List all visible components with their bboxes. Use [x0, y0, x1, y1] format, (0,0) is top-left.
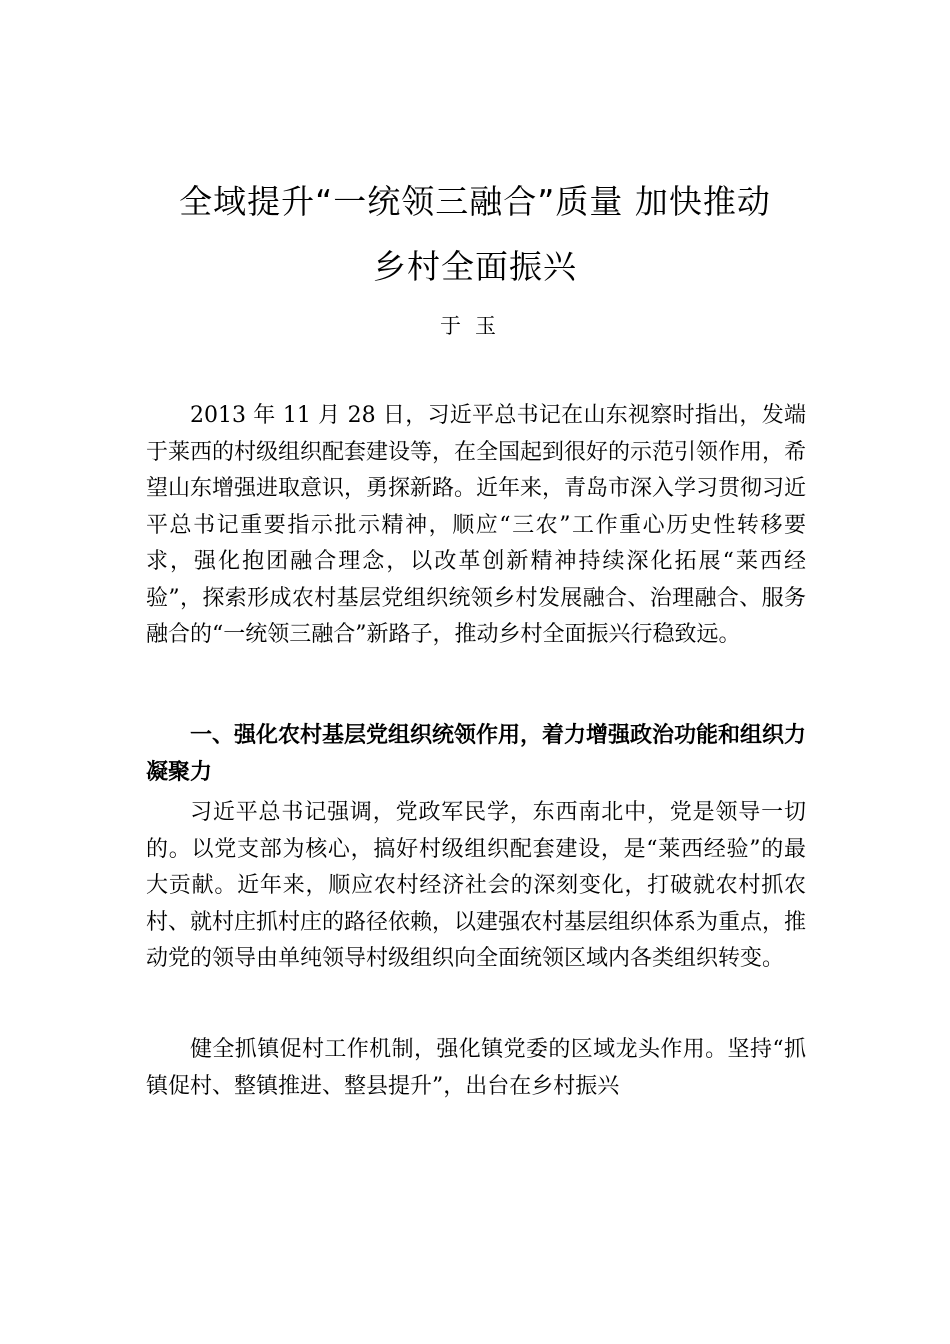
author-name: 于玉 [440, 314, 510, 338]
document-title-line-2: 乡村全面振兴 [373, 247, 577, 286]
section-heading-1: 一、强化农村基层党组织统领作用，着力增强政治功能和组织力凝聚力 [146, 723, 807, 785]
section1-paragraph-1: 习近平总书记强调，党政军民学，东西南北中，党是领导一切的。以党支部为核心，搞好村级组织配套建设，是“莱西经验”的最大贡献。近年来，顺应农村经济社会的深刻变化，打破就农村抓农村、就村庄抓村庄的路径依赖，以建强农村基层组织体系为重点，推动党的领导由单纯领导村级组织向全面统领区域内各类组织转变。 [146, 800, 807, 971]
document-title-line-1: 全域提升“一统领三融合”质量 加快推动 [179, 182, 771, 221]
section1-paragraph-2: 健全抓镇促村工作机制，强化镇党委的区域龙头作用。坚持“抓镇促村、整镇推进、整县提升”，出台在乡村振兴 [146, 1037, 806, 1099]
intro-paragraph: 2013 年 11 月 28 日，习近平总书记在山东视察时指出，发端于莱西的村级组织配套建设等，在全国起到很好的示范引领作用，希望山东增强进取意识，勇探新路。近年来，青岛市深入学习贯彻习近平总书记重要指示批示精神，顺应“三农”工作重心历史性转移要求，强化抱团融合理念，以改革创新精神持续深化拓展“莱西经验”，探索形成农村基层党组织统领乡村发展融合、治理融合、服务融合的“一统领三融合”新路子，推动乡村全面振兴行稳致远。 [146, 403, 807, 647]
